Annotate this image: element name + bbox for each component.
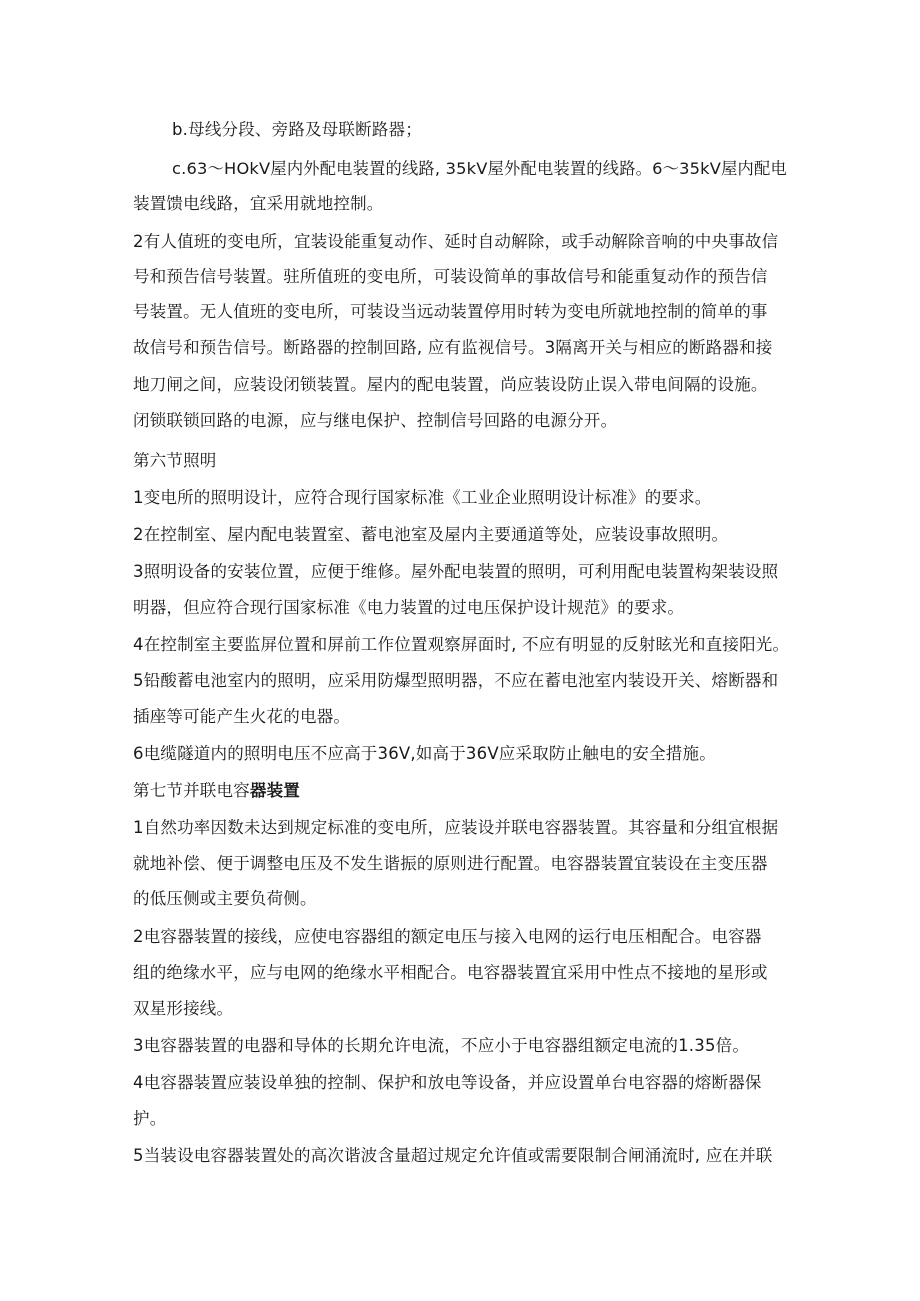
text-line: 的低压侧或主要负荷侧。 (133, 889, 317, 908)
text-line: 3电容器装置的电器和导体的长期允许电流，不应小于电容器组额定电流的1.35倍。 (133, 1036, 750, 1055)
section-heading: 第六节照明 (133, 451, 217, 470)
text-line: 4电容器装置应装设单独的控制、保护和放电等设备，并应设置单台电容器的熔断器保 (133, 1073, 762, 1092)
text-line: 6电缆隧道内的照明电压不应高于36V,如高于36V应采取防止触电的安全措施。 (133, 744, 716, 763)
text-line: 5当装设电容器装置处的高次谐波含量超过规定允许值或需要限制合闸涌流时, 应在并联 (133, 1146, 773, 1165)
section-heading (133, 779, 300, 803)
text-line: 号装置。无人值班的变电所，可装设当远动装置停用时转为变电所就地控制的简单的事 (133, 302, 768, 321)
text-line: 4在控制室主要监屏位置和屏前工作位置观察屏面时, 不应有明显的反射眩光和直接阳光。 (133, 635, 790, 654)
section-heading-bold-text: 器装置 (249, 781, 301, 800)
text-line: 组的绝缘水平，应与电网的绝缘水平相配合。电容器装置宜采用中性点不接地的星形或 (133, 963, 768, 982)
text-line: 护。 (133, 1109, 167, 1128)
text-line: 1自然功率因数未达到规定标准的变电所，应装设并联电容器装置。其容量和分组宜根据 (133, 818, 779, 837)
text-line: 闭锁联锁回路的电源，应与继电保护、控制信号回路的电源分开。 (133, 411, 618, 430)
text-line: 1变电所的照明设计，应符合现行国家标准《工业企业照明设计标准》的要求。 (133, 488, 712, 507)
text-line: 明器，但应符合现行国家标准《电力装置的过电压保护设计规范》的要求。 (133, 598, 685, 617)
text-line: 2在控制室、屋内配电装置室、蓄电池室及屋内主要通道等处，应装设事故照明。 (133, 525, 729, 544)
text-line: 故信号和预告信号。断路器的控制回路, 应有监视信号。3隔离开关与相应的断路器和接 (133, 338, 773, 357)
text-line: 地刀闸之间，应装设闭锁装置。屋内的配电装置，尚应装设防止误入带电间隔的设施。 (133, 375, 768, 394)
section-heading-text: 第七节并联电容 (133, 781, 250, 800)
text-line: 2有人值班的变电所，宜装设能重复动作、延时自动解除，或手动解除音响的中央事故信 (133, 232, 779, 251)
text-line: 插座等可能产生火花的电器。 (133, 707, 351, 726)
text-line: 2电容器装置的接线，应使电容器组的额定电压与接入电网的运行电压相配合。电容器 (133, 927, 762, 946)
text-line: b.母线分段、旁路及母联断路器； (172, 120, 422, 139)
text-line: 3照明设备的安装位置，应便于维修。屋外配电装置的照明，可利用配电装置构架装设照 (133, 562, 779, 581)
text-line: 号和预告信号装置。驻所值班的变电所，可装设简单的事故信号和能重复动作的预告信 (133, 267, 768, 286)
text-line: 就地补偿、便于调整电压及不发生谐振的原则进行配置。电容器装置宜装设在主变压器 (133, 854, 768, 873)
text-line: 装置馈电线路，宜采用就地控制。 (133, 194, 384, 213)
text-line: c.63～HOkV屋内外配电装置的线路, 35kV屋外配电装置的线路。6～35kV屋内配电 (172, 159, 787, 178)
text-line: 双星形接线。 (133, 999, 234, 1018)
text-line: 5铅酸蓄电池室内的照明，应采用防爆型照明器，不应在蓄电池室内装设开关、熔断器和 (133, 671, 779, 690)
